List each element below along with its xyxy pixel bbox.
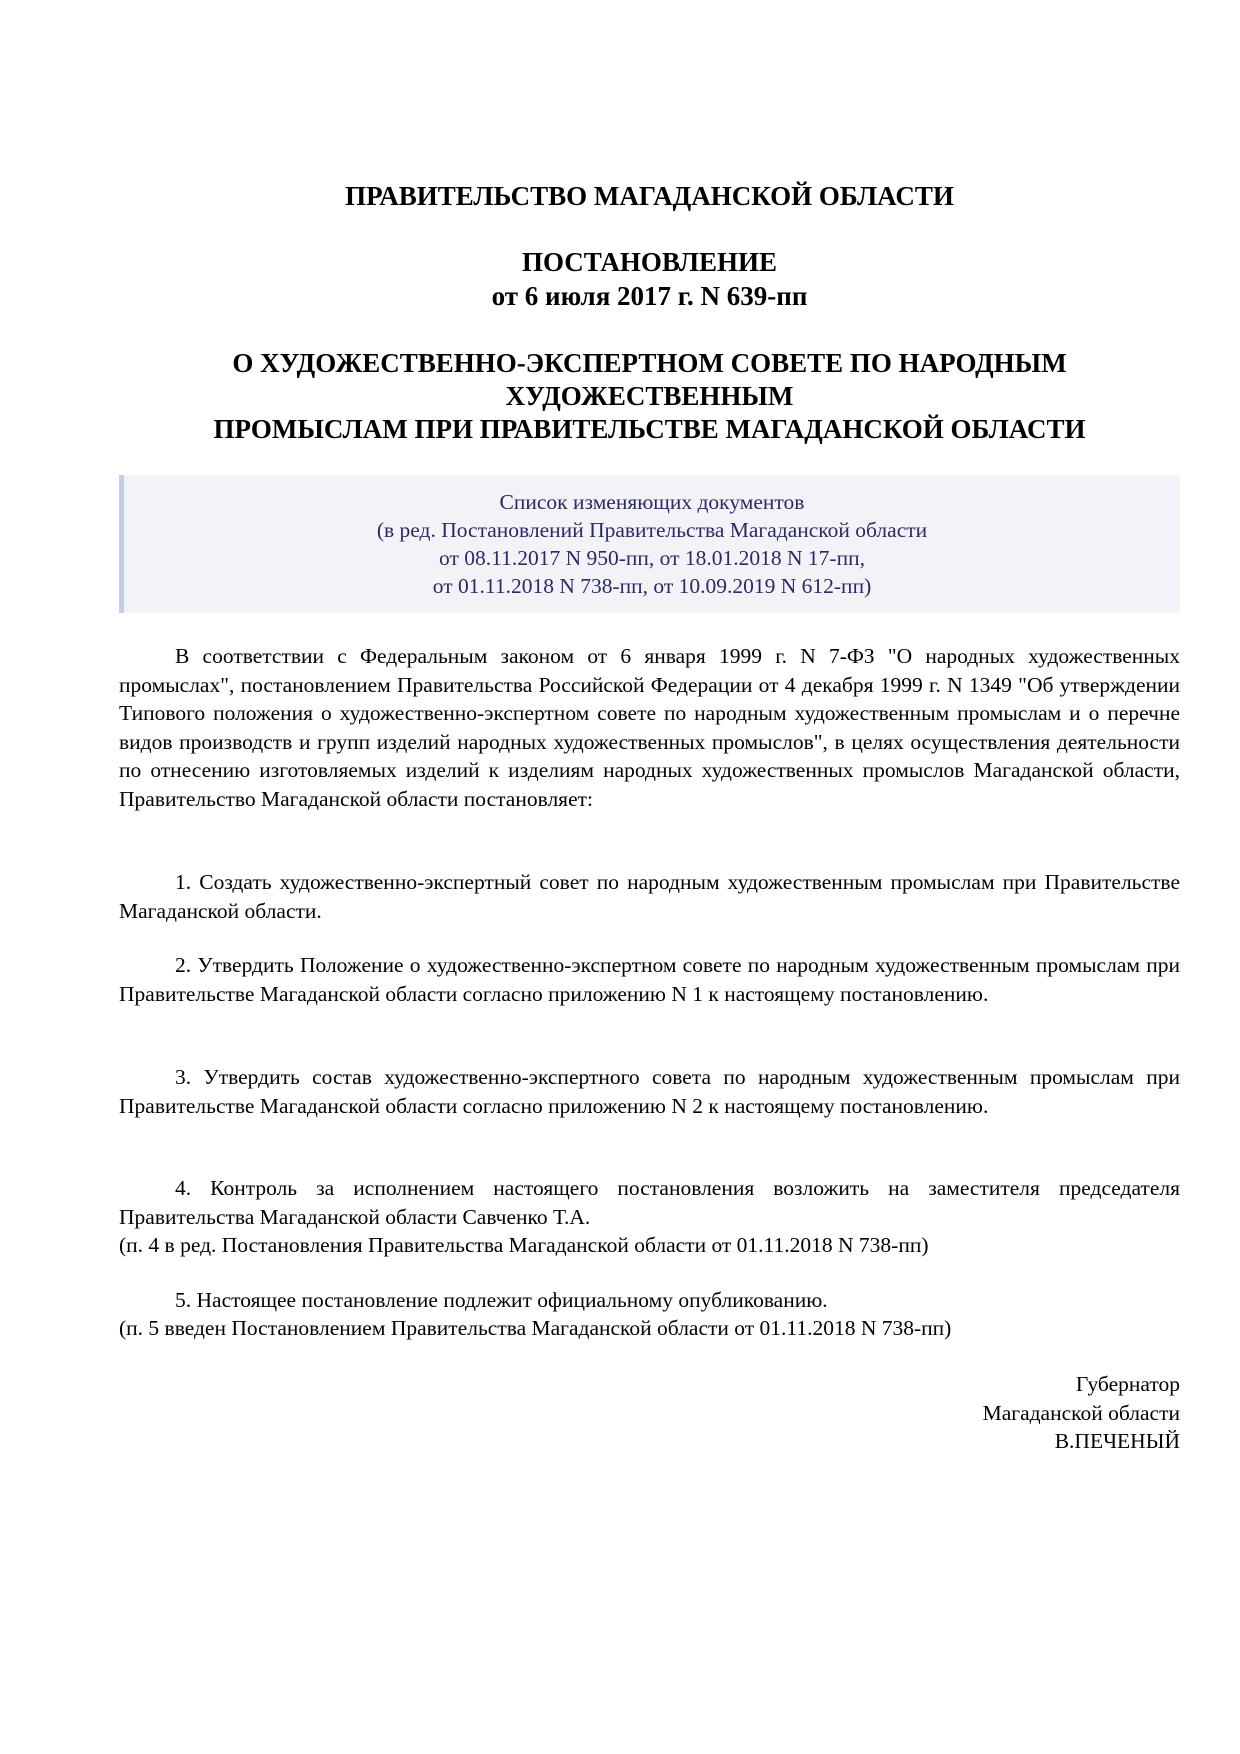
clause-4-note: (п. 4 в ред. Постановления Правительства Магаданской области от 01.11.2018 N 738-пп) [119,1233,929,1257]
clause-5: 5. Настоящее постановление подлежит официальному опубликованию. [175,1288,828,1312]
clause-5-note: (п. 5 введен Постановлением Правительства Магаданской области от 01.11.2018 N 738-пп) [119,1316,952,1340]
amendments-heading: Список изменяющих документов [499,490,805,514]
signatory-name: В.ПЕЧЕНЫЙ [1054,1429,1180,1453]
signatory-region: Магаданской области [982,1400,1180,1425]
clause-1: 1. Создать художественно-экспертный совет по народным художественным промыслам при Правительстве Магаданской области. [119,870,1180,923]
amendments-line: от 08.11.2017 N 950-пп, от 18.01.2018 N 17-пп, [439,546,865,570]
document-title [119,347,1180,446]
clause-2: 2. Утвердить Положение о художественно-экспертном совете по народным художественным промыслам при Правительстве Магаданской области согласно приложению N 1 к настоящему постановлению. [119,953,1180,1006]
title-line: О ХУДОЖЕСТВЕННО-ЭКСПЕРТНОМ СОВЕТЕ ПО НАРОДНЫМ [232,348,1067,378]
title-line: ПРОМЫСЛАМ ПРИ ПРАВИТЕЛЬСТВЕ МАГАДАНСКОЙ ОБЛАСТИ [213,414,1086,444]
document-type: ПОСТАНОВЛЕНИЕ [521,247,778,277]
clause-3: 3. Утвердить состав художественно-экспертного совета по народным художественным промыслам при Правительстве Магаданской области согласно приложению N 2 к настоящему постановлению. [119,1065,1180,1118]
signature-block [983,1370,1180,1456]
issuing-authority: ПРАВИТЕЛЬСТВО МАГАДАНСКОЙ ОБЛАСТИ [345,181,954,211]
title-line: ХУДОЖЕСТВЕННЫМ [505,381,794,411]
clause-4: 4. Контроль за исполнением настоящего постановления возложить на заместителя председателя Правительства Магаданской области Савченко Т.А. [119,1176,1180,1229]
amendments-line: (в ред. Постановлений Правительства Магаданской области [376,518,928,542]
preamble-paragraph: В соответствии с Федеральным законом от 6 января 1999 г. N 7-ФЗ "О народных художественных промыслах", постановлением Правительства Российской Федерации от 4 декабря 1999 г. N 1349 "Об утверждении Типового положения о художественно-экспертном совете по народным художественным промыслам и о перечне видов производств и групп изделий народных художественных промыслов", в целях осуществления деятельности по отнесению изготовляемых изделий к изделиям народных художественных промыслов Магаданской области, Правительство Магаданской области постановляет: [119,644,1180,811]
amendments-line: от 01.11.2018 N 738-пп, от 10.09.2019 N 612-пп) [432,574,872,598]
signatory-position: Губернатор [1075,1372,1180,1396]
amendments-list-box [119,475,1180,613]
document-date-number: от 6 июля 2017 г. N 639-пп [491,281,808,311]
